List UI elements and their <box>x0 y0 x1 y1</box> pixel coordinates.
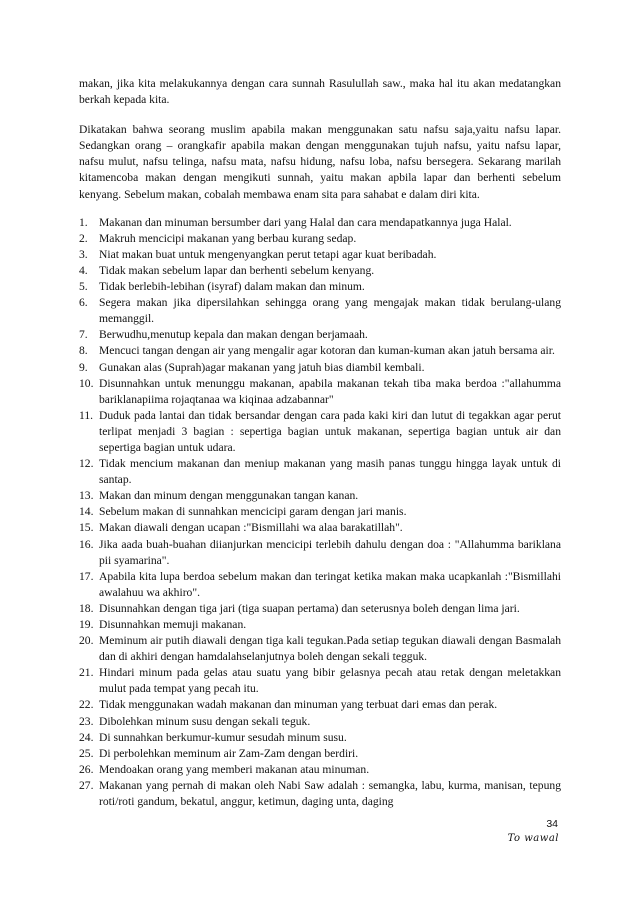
list-item-number: 26. <box>79 762 94 776</box>
list-item-text: Di sunnahkan berkumur-kumur sesudah minum susu. <box>99 730 347 744</box>
list-item <box>79 697 561 713</box>
list-item-number: 6. <box>79 296 88 310</box>
list-item-text: Makan diawali dengan ucapan :"Bismillahi wa alaa barakatillah". <box>99 521 403 535</box>
list-item-text: Makanan dan minuman bersumber dari yang Halal dan cara mendapatkannya juga Halal. <box>99 215 512 229</box>
list-item-text: Tidak makan sebelum lapar dan berhenti sebelum kenyang. <box>99 263 375 277</box>
list-item <box>79 360 561 376</box>
list-item-number: 1. <box>79 215 88 229</box>
list-item <box>79 633 561 665</box>
list-item-text: Disunnahkan untuk menunggu makanan, apabila makanan tekah tiba maka berdoa :"allahumma bariklanapiima rojaqtanaa wa kiqinaa adzabannar" <box>99 376 561 406</box>
list-item <box>79 343 561 359</box>
list-item-number: 8. <box>79 344 88 358</box>
list-item-text: Jika aada buah-buahan diianjurkan mencicipi terlebih dahulu dengan doa : "Allahumma bariklana pii syamarina". <box>99 537 561 567</box>
list-item-text: Tidak menggunakan wadah makanan dan minuman yang terbuat dari emas dan perak. <box>99 698 498 712</box>
list-item-number: 17. <box>79 569 94 583</box>
list-item <box>79 279 561 295</box>
list-item <box>79 504 561 520</box>
list-item <box>79 295 561 327</box>
intro-paragraph-1: makan, jika kita melakukannya dengan cara sunnah Rasulullah saw., maka hal itu akan medatangkan berkah kepada kita. <box>79 77 561 107</box>
document-page <box>79 76 561 810</box>
list-item-number: 7. <box>79 328 88 342</box>
list-item-number: 27. <box>79 778 94 792</box>
author-signature: To wawal <box>507 833 559 844</box>
list-item-text: Sebelum makan di sunnahkan mencicipi garam dengan jari manis. <box>99 505 407 519</box>
list-item-text: Mendoakan orang yang memberi makanan atau minuman. <box>99 762 370 776</box>
list-item <box>79 408 561 456</box>
list-item-text: Gunakan alas (Suprah)agar makanan yang jatuh bias diambil kembali. <box>99 360 425 374</box>
list-item <box>79 730 561 746</box>
list-item-number: 11. <box>79 408 94 422</box>
list-item-number: 14. <box>79 505 94 519</box>
list-item <box>79 665 561 697</box>
list-item <box>79 762 561 778</box>
list-item-text: Disunnahkan memuji makanan. <box>99 618 247 631</box>
list-item-number: 5. <box>79 280 88 294</box>
list-item-text: Duduk pada lantai dan tidak bersandar dengan cara pada kaki kiri dan lutut di tegakkan agar perut terlipat menjadi 3 bagian : sepertiga bagian untuk makanan, sepertiga bagian untuk air dan sepertiga bagian untuk udara. <box>99 408 561 454</box>
list-item-text: Di perbolehkan meminum air Zam-Zam dengan berdiri. <box>99 746 359 760</box>
list-item <box>79 456 561 488</box>
list-item <box>79 569 561 601</box>
list-item-number: 3. <box>79 247 88 261</box>
page-number: 34 <box>546 818 558 830</box>
list-item <box>79 327 561 343</box>
list-item-text: Niat makan buat untuk mengenyangkan perut tetapi agar kuat beribadah. <box>99 247 437 261</box>
list-item <box>79 376 561 408</box>
list-item-number: 15. <box>79 521 94 535</box>
eating-etiquette-list <box>79 215 561 810</box>
list-item-text: Tidak mencium makanan dan meniup makanan yang masih panas tunggu hingga layak untuk di santap. <box>99 457 561 487</box>
list-item-text: Mencuci tangan dengan air yang mengalir agar kotoran dan kuman-kuman akan jatuh bersama air. <box>99 344 555 358</box>
list-item-number: 22. <box>79 698 94 712</box>
list-item-number: 4. <box>79 263 88 277</box>
list-item-text: Meminum air putih diawali dengan tiga kali tegukan.Pada setiap tegukan diawali dengan Basmalah dan di akhiri dengan hamdalahselanjutnya boleh dengan sekali tegguk. <box>99 634 561 664</box>
list-item <box>79 488 561 504</box>
list-item-number: 13. <box>79 489 94 503</box>
list-item-number: 10. <box>79 376 94 390</box>
list-item-text: Tidak berlebih-lebihan (isyraf) dalam makan dan minum. <box>99 280 365 294</box>
list-item-text: Dibolehkan minum susu dengan sekali teguk. <box>99 714 311 728</box>
list-item <box>79 231 561 247</box>
list-item <box>79 263 561 279</box>
list-item <box>79 520 561 536</box>
list-item-text: Disunnahkan dengan tiga jari (tiga suapan pertama) dan seterusnya boleh dengan lima jari. <box>99 601 520 615</box>
list-item-number: 23. <box>79 714 94 728</box>
list-item-text: Apabila kita lupa berdoa sebelum makan dan teringat ketika makan maka ucapkanlah :"Bismillahi awalahuu wa akhiro". <box>99 569 561 599</box>
list-item-text: Berwudhu,menutup kepala dan makan dengan berjamaah. <box>99 328 368 342</box>
list-item-number: 9. <box>79 360 88 374</box>
list-item <box>79 714 561 730</box>
list-item-number: 16. <box>79 537 94 551</box>
list-item-text: Segera makan jika dipersilahkan sehingga orang yang mengajak makan tidak berulang-ulang memanggil. <box>99 296 561 326</box>
list-item-number: 2. <box>79 231 88 245</box>
list-item-number: 24. <box>79 730 94 744</box>
list-item-text: Makan dan minum dengan menggunakan tangan kanan. <box>99 489 359 503</box>
list-item-text: Makanan yang pernah di makan oleh Nabi Saw adalah : semangka, labu, kurma, manisan, tepung roti/roti gandum, bekatul, anggur, ketimun, daging unta, daging <box>99 778 561 809</box>
list-item <box>79 215 561 231</box>
list-item <box>79 601 561 617</box>
list-item-number: 25. <box>79 746 94 760</box>
list-item <box>79 537 561 569</box>
intro-paragraph-2: Dikatakan bahwa seorang muslim apabila makan menggunakan satu nafsu saja,yaitu nafsu lapar. Sedangkan orang – orangkafir apabila makan dengan menggunakan tujuh nafsu, yaitu nafsu lapar, nafsu mulut, nafsu telinga, nafsu mata, nafsu hidung, nafsu loba, nafsu bersegera. Sekarang marilah kitamencoba makan dengan mengikuti sunnah, yaitu makan apbila lapar dan berhenti sebelum kenyang. Sebelum makan, cobalah membawa enam sita para sahabat e dalam diri kita. <box>79 123 561 201</box>
list-item-text: Makruh mencicipi makanan yang berbau kurang sedap. <box>99 231 357 245</box>
list-item <box>79 778 561 810</box>
list-item-number: 12. <box>79 457 94 471</box>
list-item <box>79 617 561 633</box>
list-item-number: 20. <box>79 634 94 648</box>
list-item <box>79 247 561 263</box>
list-item-number: 21. <box>79 666 94 680</box>
list-item-text: Hindari minum pada gelas atau suatu yang bibir gelasnya pecah atau retak dengan meletakkan mulut pada tempat yang pecah itu. <box>99 666 561 696</box>
list-item <box>79 746 561 762</box>
list-item-number: 19. <box>79 618 94 631</box>
list-item-number: 18. <box>79 601 94 615</box>
